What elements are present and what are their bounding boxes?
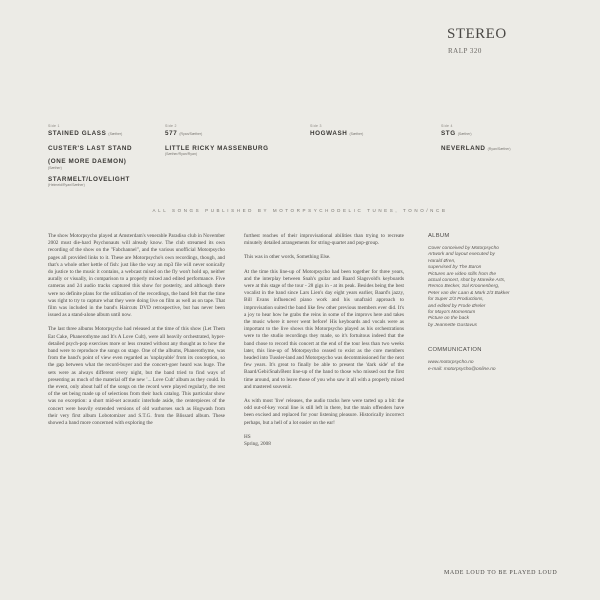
- liner-notes-paragraph: At the time this line-up of Motorpsycho had been together for three years, and the interplay between Snah's guitar and Baard Slagsvold's keyboards were at this stage of the tour - 28 gigs in - at its peak. Besides being the best vocalist in the band since Lars Lien's day eight years earlier, Baard's jazzy, Bill Evans influenced piano work and his unafraid approach to improvisation suited the band like few other previous members ever did. It's a joy to hear how he grabs the reins in some of the improvs here and takes the music where it never went before! His keyboards and vocals were as important to the live shows this Motorpsycho played as his orchestrations were to the studio recordings they made, so it's fortuitous indeed that the band chose to record this concert at the end of the tour less than two weeks later, this line-up of Motorpsycho ceased to exist as the core members headed into Tussler-land and Motorpsycho was decommissioned for the next few years. It's great to finally be able to present the 'dark side' of the Baard/Gebi/Snah/Bent line-up of the band to those who missed out the first time around, and to leave those of you who saw it all with a properly mixed and mastered souvenir.: [244, 268, 404, 390]
- track-title: [48, 130, 132, 139]
- side-label: Side 3: [310, 124, 322, 128]
- stereo-label: STEREO: [447, 26, 507, 42]
- credit-line: Peter van der Laan & Mark 2/3 Bakker: [428, 290, 510, 296]
- liner-notes-paragraph: The last three albums Motorpsycho had released at the time of this show (Let Them Eat Cake, Phanerothyme and It's A Love Cult), were all heavily orchestrated, hyper-detailed psych-pop exercises more or less created without any thought as to how the band were to reproduce the songs on stage. One of the albums, Phanerothyme, was from the band's point of view even regarded as 'unplayable' from its conception, so the gap between what the record-buyer and the concert-goer heard was huge. The sets were as always different every night, but the band tried to find ways of presenting as much of the material off the new '... Love Cult' album as they could. In the event, only about half of the songs on the record were played regularly, the rest of the set being made up of selections from their back catalog. This particular show was no exception: a short mid-set acoustic interlude aside, the centerpieces of the concert were heavily extended versions of old warhorses such as Hogwash from their very first album Lobotomizer and S.T.G. from the Blissard album. These showed a band more concerned with exploring the: [48, 326, 225, 427]
- track-title-text: HOGWASH: [310, 130, 348, 137]
- credit-line: Harald Øren,: [428, 258, 456, 264]
- track-title: [165, 145, 269, 153]
- credits-panel: [428, 233, 558, 373]
- contact-line: www.motorpsycho.no: [428, 360, 474, 366]
- side-2: [165, 124, 269, 162]
- track-title: [441, 145, 511, 154]
- liner-notes-paragraph: furthest reaches of their improvisational abilities than trying to recreate minutely detailed arrangements for string-quartet and pop-group.: [244, 233, 404, 247]
- track-title-text: 577: [165, 130, 178, 137]
- track-credit: (Helmeid/Ryan/Sæther): [48, 183, 85, 187]
- communication-details: [428, 360, 558, 373]
- credit-line: actual concert, shot by Mareike Arts,: [428, 278, 506, 284]
- side-label: Side 1: [48, 124, 60, 128]
- album-credits-heading: ALBUM: [428, 233, 450, 239]
- credit-line: by Jeannette Gustavus: [428, 322, 478, 328]
- track-credit: (Ryan/Sæther): [179, 132, 203, 136]
- side-label: Side 2: [165, 124, 177, 128]
- liner-notes-column-2: [244, 233, 404, 448]
- credit-line: for Maya's Momentum: [428, 310, 476, 316]
- liner-notes-column-1: [48, 233, 225, 434]
- track-title: [48, 145, 132, 153]
- catalog-number: RALP 320: [448, 47, 482, 55]
- credit-line: Picture on the back: [428, 316, 470, 322]
- side-3: [310, 124, 363, 145]
- track-title-text: CUSTER'S LAST STAND: [48, 144, 133, 152]
- track-title: [165, 130, 269, 139]
- footer-slogan: MADE LOUD TO BE PLAYED LOUD: [444, 570, 558, 576]
- track-credit: (Ryan/Sæther): [487, 146, 511, 151]
- liner-notes-paragraph: The show Motorpsycho played at Amsterdam's venerable Paradiso club in November 2002 must die-hard Psychonauts will already know. The club streamed its own recording of the show on the "Fabchannel", and the various unofficial Motorpsycho pages all provided links to it. These are Motorpsycho's own recordings, though, and that's a whole other kettle of fish: just like the way an mp3 file will never sonically do justice to the music it contains, a webcast mixed on the fly won't hold up, neither aurally or visually, in comparison to a properly mixed and edited performance. Five cameras and 24 audio tracks captured this show for posterity, and although there were no definite plans for the utilization of the recordings, the band felt that the time was right to try to capture what they were doing live on film as well as on tape. That film was included in the band's Haircuts DVD retrospective, but has never been issued as a stand-alone album until now.: [48, 233, 225, 319]
- liner-notes-date: Spring, 2008: [244, 441, 271, 448]
- track-title-text: STAINED GLASS: [48, 130, 107, 137]
- track-credit: (Sæther): [349, 132, 364, 136]
- track-title: [48, 158, 132, 166]
- credit-line: Artwork and layout executed by: [428, 252, 495, 258]
- credit-line: supervised by The Baron: [428, 265, 482, 271]
- side-1: [48, 124, 132, 193]
- publishing-credit: ALL SONGS PUBLISHED BY MOTORPSYCHODELIC TUNES, TONO/NCB: [152, 208, 448, 213]
- contact-line: e-mail: motorpsycho@online.no: [428, 366, 496, 372]
- track-credit: (Sæther/Ryan/Ryan): [165, 152, 198, 156]
- side-label: Side 4: [441, 124, 453, 128]
- track-title: [441, 130, 511, 139]
- track-title-text: LITTLE RICKY MASSENBURG: [165, 144, 269, 152]
- liner-notes-paragraph: As with most 'live' releases, the audio tracks here were tarted up a bit: the odd out-of-key vocal line is still left in there, but the main offenders have been excised and replaced for your listening pleasure. Historically incorrect perhaps, but a hell of a lot easier on the ear!: [244, 398, 404, 426]
- side-4: [441, 124, 511, 159]
- track-credit: (Sæther): [457, 132, 472, 136]
- album-credits: [428, 246, 558, 329]
- credit-line: Remco Becker, Sal Kroonenberg,: [428, 284, 500, 290]
- track-listing: [0, 124, 600, 194]
- credit-line: for Super 2/3 Productions,: [428, 297, 484, 303]
- track-title-text: STG: [441, 130, 456, 137]
- track-title: [48, 176, 132, 184]
- track-title-text: (ONE MORE DAEMON): [48, 158, 127, 165]
- liner-notes-signature: HS: [244, 433, 251, 440]
- track-title-text: STARMELT/LOVELIGHT: [48, 175, 130, 183]
- track-credit: (Sæther): [48, 165, 62, 170]
- credit-line: Cover conceived by Motorpsycho: [428, 246, 499, 251]
- credit-line: and edited by Frode Øreler: [428, 303, 486, 309]
- credit-line: Pictures are video stills from the: [428, 271, 496, 277]
- track-title-text: NEVERLAND: [441, 144, 486, 152]
- communication-heading: COMMUNICATION: [428, 347, 482, 354]
- track-title: [310, 130, 363, 139]
- liner-notes-paragraph: This was in other words, Something Else.: [244, 254, 331, 261]
- track-credit: (Sæther): [108, 132, 123, 136]
